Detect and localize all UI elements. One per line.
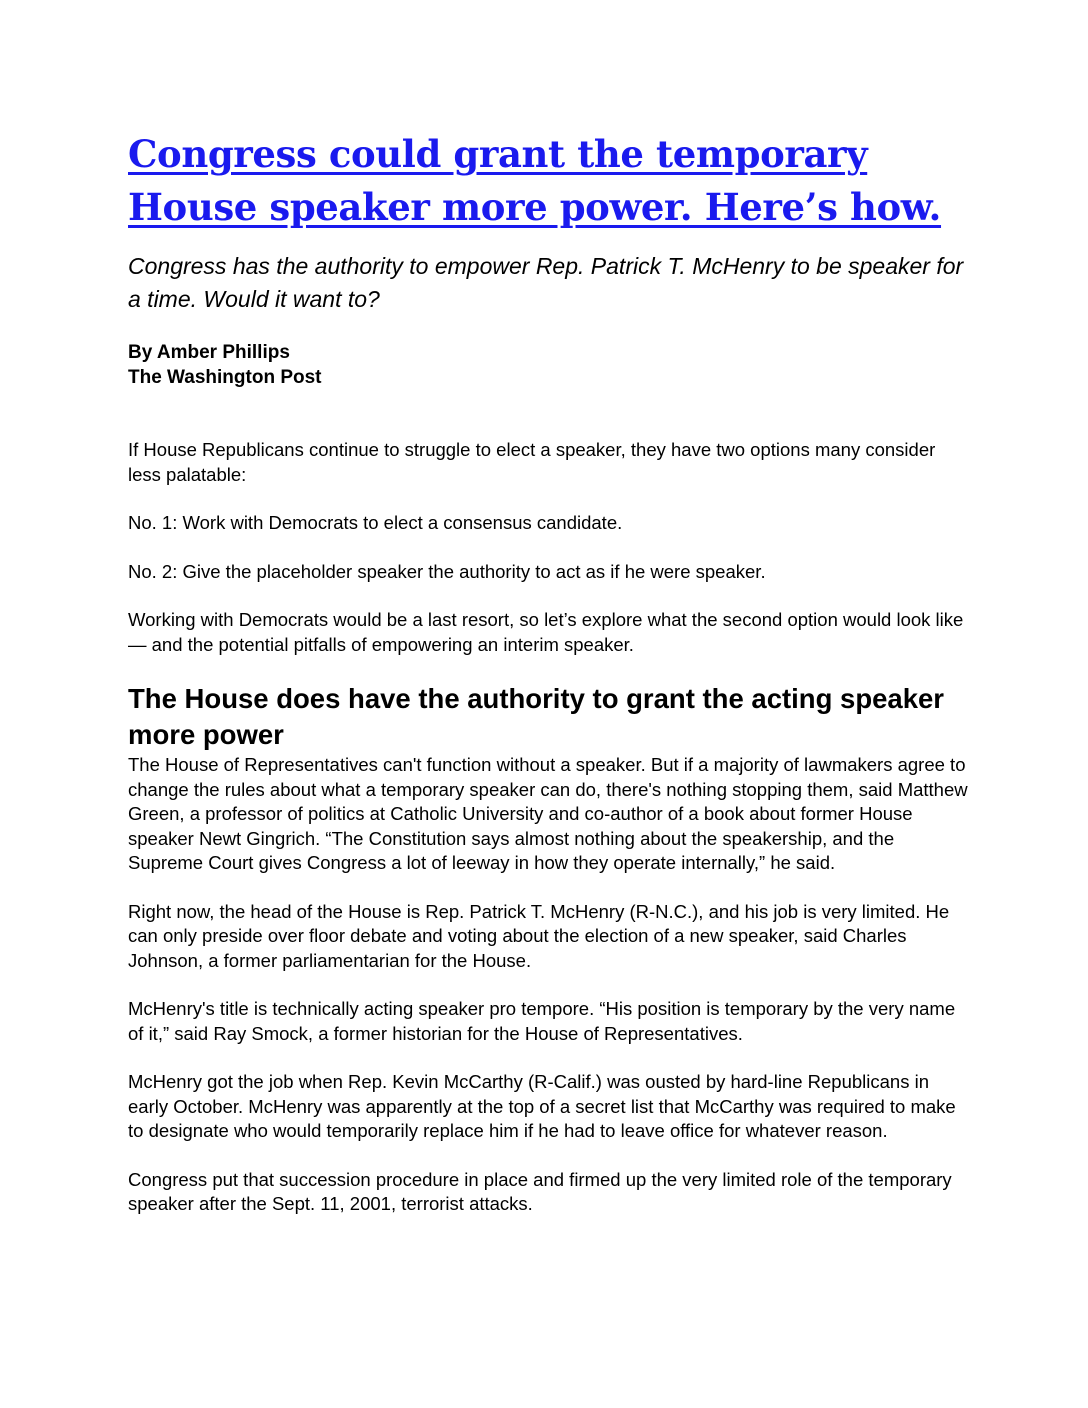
body-paragraph: McHenry got the job when Rep. Kevin McCarthy (R-Calif.) was ousted by hard-line Republicans in early October. McHenry was apparently at the top of a secret list that McCarthy was required to make to designate who would temporarily replace him if he had to leave office for whatever reason. bbox=[128, 1071, 956, 1141]
byline-publication: The Washington Post bbox=[128, 367, 322, 388]
body-paragraph: The House of Representatives can't function without a speaker. But if a majority of lawmakers agree to change the rules about what a temporary speaker can do, there's nothing stopping them, said Matthew Green, a professor of politics at Catholic University and co-author of a book about former House speaker Newt Gingrich. “The Constitution says almost nothing about the speakership, and the Supreme Court gives Congress a lot of leeway in how they operate internally,” he said. bbox=[128, 754, 968, 873]
body-paragraph: McHenry's title is technically acting speaker pro tempore. “His position is temporary by the very name of it,” said Ray Smock, a former historian for the House of Representatives. bbox=[128, 998, 956, 1044]
body-paragraph: Right now, the head of the House is Rep. Patrick T. McHenry (R-N.C.), and his job is very limited. He can only preside over floor debate and voting about the election of a new speaker, said Charles Johnson, a former parliamentarian for the House. bbox=[128, 900, 950, 971]
body-paragraph: Working with Democrats would be a last resort, so let’s explore what the second option would look like — and the potential pitfalls of empowering an interim speaker. bbox=[128, 609, 964, 655]
section-heading: The House does have the authority to grant the acting speaker more power bbox=[128, 683, 945, 750]
byline-author: By Amber Phillips bbox=[128, 342, 290, 363]
article-page bbox=[128, 128, 968, 1241]
article-headline-link[interactable]: Congress could grant the temporary House speaker more power. Here’s how. bbox=[128, 132, 942, 229]
body-paragraph: No. 1: Work with Democrats to elect a consensus candidate. bbox=[128, 512, 623, 533]
byline bbox=[128, 340, 968, 390]
body-paragraph: No. 2: Give the placeholder speaker the authority to act as if he were speaker. bbox=[128, 560, 766, 582]
body-paragraph: Congress put that succession procedure in place and firmed up the very limited role of the temporary speaker after the Sept. 11, 2001, terrorist attacks. bbox=[128, 1168, 952, 1214]
article-subhead: Congress has the authority to empower Rep. Patrick T. McHenry to be speaker for a time. Would it want to? bbox=[128, 253, 964, 312]
body-paragraph: If House Republicans continue to struggle to elect a speaker, they have two options many consider less palatable: bbox=[128, 439, 936, 485]
